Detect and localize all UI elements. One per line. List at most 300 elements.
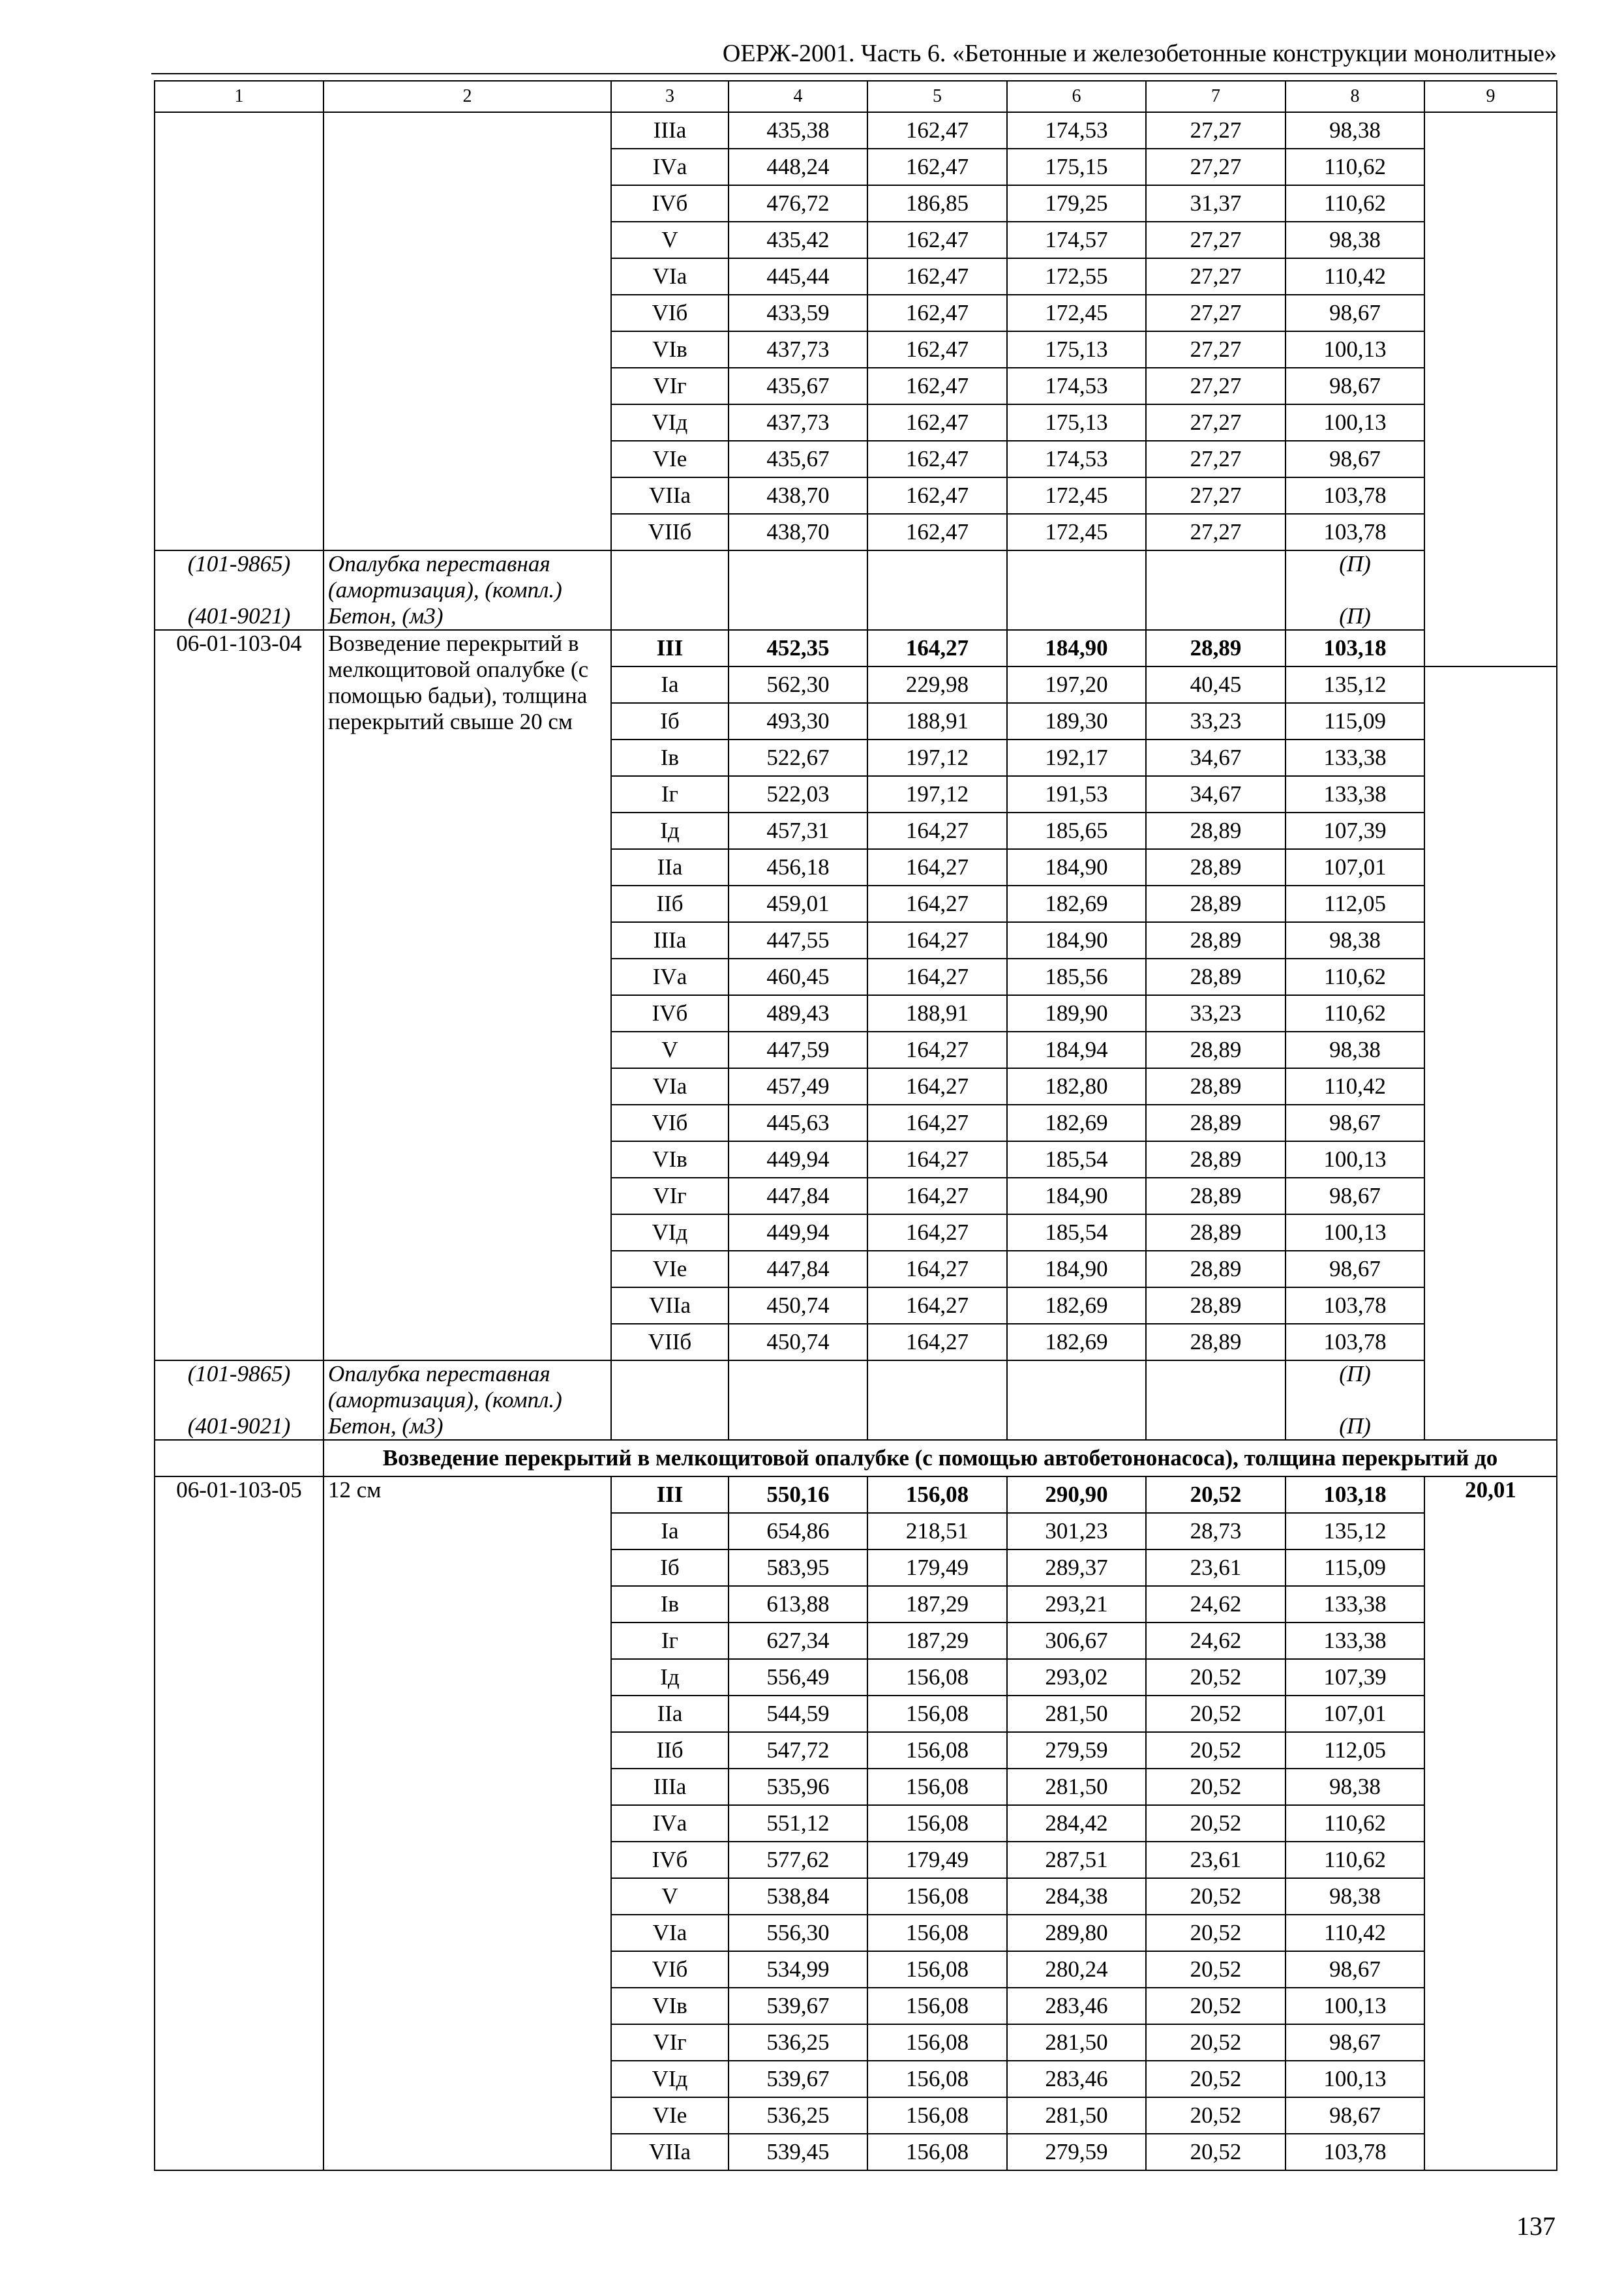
code-cell-empty [155, 112, 323, 550]
price-value: 536,25 [729, 2024, 867, 2061]
price-value: 184,90 [1007, 1251, 1146, 1287]
price-value: 283,46 [1007, 1988, 1146, 2024]
price-value: 27,27 [1146, 514, 1286, 550]
price-value: 182,69 [1007, 1105, 1146, 1141]
price-value: 493,30 [729, 703, 867, 740]
price-value: 98,67 [1286, 1178, 1424, 1214]
price-value: 156,08 [867, 2097, 1007, 2134]
price-value: 290,90 [1007, 1476, 1146, 1513]
price-value: 539,67 [729, 1988, 867, 2024]
price-value: 20,52 [1146, 2097, 1286, 2134]
empty-cell [611, 1413, 729, 1440]
resource-name: Бетон, (м3) [323, 1413, 611, 1440]
price-value: 28,89 [1146, 886, 1286, 922]
price-value: 20,52 [1146, 1915, 1286, 1951]
price-value: 133,38 [1286, 740, 1424, 776]
region-code: IVа [611, 1805, 729, 1842]
price-value: 184,90 [1007, 630, 1146, 666]
region-code: VIIб [611, 514, 729, 550]
price-value: 23,61 [1146, 1549, 1286, 1586]
region-code: IIIа [611, 922, 729, 959]
price-value: 191,53 [1007, 776, 1146, 813]
region-code: Iа [611, 1513, 729, 1549]
price-value: 435,38 [729, 112, 867, 149]
price-value: 435,67 [729, 368, 867, 404]
price-value: 162,47 [867, 331, 1007, 368]
region-code: IVб [611, 1842, 729, 1878]
price-value: 20,52 [1146, 1659, 1286, 1696]
col-header: 7 [1146, 81, 1286, 112]
region-code: III [611, 630, 729, 666]
region-code: VIв [611, 1988, 729, 2024]
resource-name: Опалубка переставная (амортизация), (компл.) [323, 1360, 611, 1413]
price-value: 164,27 [867, 1178, 1007, 1214]
price-value: 156,08 [867, 1696, 1007, 1732]
price-value: 98,67 [1286, 2097, 1424, 2134]
price-value: 654,86 [729, 1513, 867, 1549]
price-value: 287,51 [1007, 1842, 1146, 1878]
price-value: 164,27 [867, 922, 1007, 959]
resource-row [155, 1360, 1557, 1413]
price-value: 98,67 [1286, 441, 1424, 477]
region-code: VIд [611, 404, 729, 441]
price-value: 103,78 [1286, 477, 1424, 514]
price-value: 112,05 [1286, 1732, 1424, 1769]
price-value: 280,24 [1007, 1951, 1146, 1988]
price-value: 110,62 [1286, 1805, 1424, 1842]
region-code: III [611, 1476, 729, 1513]
price-value: 293,21 [1007, 1586, 1146, 1623]
price-value: 164,27 [867, 1068, 1007, 1105]
section-title-row [155, 1440, 1557, 1476]
price-value: 28,89 [1146, 1287, 1286, 1324]
table-row [155, 630, 1557, 666]
price-value: 172,45 [1007, 477, 1146, 514]
price-value: 20,52 [1146, 1769, 1286, 1805]
price-value: 447,84 [729, 1251, 867, 1287]
region-code: Iа [611, 666, 729, 703]
empty-cell [1007, 603, 1146, 630]
price-table [154, 80, 1557, 2171]
empty-cell [611, 1360, 729, 1413]
price-value: 289,37 [1007, 1549, 1146, 1586]
region-code: VIа [611, 1068, 729, 1105]
region-code: IIа [611, 849, 729, 886]
price-value: 435,42 [729, 222, 867, 258]
price-value: 98,67 [1286, 1105, 1424, 1141]
price-value: 31,37 [1146, 185, 1286, 222]
rate-code: 06-01-103-05 [155, 1476, 323, 2170]
price-value: 110,62 [1286, 1842, 1424, 1878]
price-value: 522,67 [729, 740, 867, 776]
price-value: 456,18 [729, 849, 867, 886]
price-value: 110,42 [1286, 1068, 1424, 1105]
price-value: 107,01 [1286, 849, 1424, 886]
price-value: 110,62 [1286, 959, 1424, 995]
price-value: 489,43 [729, 995, 867, 1032]
price-value: 28,89 [1146, 1141, 1286, 1178]
price-value: 293,02 [1007, 1659, 1146, 1696]
price-value: 20,52 [1146, 1878, 1286, 1915]
price-value: 164,27 [867, 813, 1007, 849]
price-value: 20,52 [1146, 1476, 1286, 1513]
col-header: 9 [1424, 81, 1557, 112]
price-value: 27,27 [1146, 441, 1286, 477]
region-code: V [611, 222, 729, 258]
price-value: 20,52 [1146, 1988, 1286, 2024]
price-value: 28,89 [1146, 813, 1286, 849]
resource-name: Опалубка переставная (амортизация), (компл.) [323, 550, 611, 603]
price-value: 107,39 [1286, 1659, 1424, 1696]
price-value: 522,03 [729, 776, 867, 813]
page-number: 137 [1516, 2211, 1556, 2241]
region-code: VIг [611, 2024, 729, 2061]
price-value: 20,52 [1146, 2061, 1286, 2097]
region-code: VIа [611, 1915, 729, 1951]
price-value: 175,13 [1007, 404, 1146, 441]
resource-code: (401-9021) [155, 1413, 323, 1440]
price-value: 100,13 [1286, 1214, 1424, 1251]
price-value: 156,08 [867, 1951, 1007, 1988]
resource-unit: (П) [1286, 1360, 1424, 1413]
price-value: 156,08 [867, 1878, 1007, 1915]
resource-row [155, 603, 1557, 630]
resource-unit: (П) [1286, 550, 1424, 603]
region-code: IVб [611, 185, 729, 222]
price-value: 164,27 [867, 1032, 1007, 1068]
region-code: Iд [611, 813, 729, 849]
price-value: 185,54 [1007, 1141, 1146, 1178]
price-value: 445,44 [729, 258, 867, 295]
price-value: 551,12 [729, 1805, 867, 1842]
price-value: 23,61 [1146, 1842, 1286, 1878]
price-value: 192,17 [1007, 740, 1146, 776]
price-value: 539,45 [729, 2134, 867, 2170]
col-header: 6 [1007, 81, 1146, 112]
price-value: 24,62 [1146, 1623, 1286, 1659]
price-value: 110,42 [1286, 1915, 1424, 1951]
empty-cell [155, 1440, 323, 1476]
price-value: 164,27 [867, 959, 1007, 995]
region-code: VIIб [611, 1324, 729, 1360]
price-value: 447,59 [729, 1032, 867, 1068]
region-code: VIб [611, 295, 729, 331]
price-value: 306,67 [1007, 1623, 1146, 1659]
price-value: 172,45 [1007, 295, 1146, 331]
price-value: 547,72 [729, 1732, 867, 1769]
empty-cell [1146, 550, 1286, 603]
price-value: 103,78 [1286, 1287, 1424, 1324]
price-value: 103,18 [1286, 1476, 1424, 1513]
region-code: Iд [611, 1659, 729, 1696]
price-value: 182,69 [1007, 886, 1146, 922]
price-value: 27,27 [1146, 222, 1286, 258]
price-value: 187,29 [867, 1586, 1007, 1623]
resource-code: (101-9865) [155, 1360, 323, 1413]
empty-cell [1146, 1360, 1286, 1413]
price-value: 433,59 [729, 295, 867, 331]
price-value: 98,67 [1286, 1951, 1424, 1988]
price-value: 281,50 [1007, 1769, 1146, 1805]
price-value: 164,27 [867, 1324, 1007, 1360]
price-value: 457,49 [729, 1068, 867, 1105]
price-value: 33,23 [1146, 995, 1286, 1032]
price-value: 179,49 [867, 1842, 1007, 1878]
price-value: 174,57 [1007, 222, 1146, 258]
price-value: 28,89 [1146, 1178, 1286, 1214]
price-value: 448,24 [729, 149, 867, 185]
price-value: 182,69 [1007, 1324, 1146, 1360]
table-row [155, 112, 1557, 149]
region-code: VIд [611, 2061, 729, 2097]
price-value: 174,53 [1007, 112, 1146, 149]
region-code: VIб [611, 1105, 729, 1141]
rate-code: 06-01-103-04 [155, 630, 323, 1360]
price-value: 33,23 [1146, 703, 1286, 740]
price-value: 34,67 [1146, 776, 1286, 813]
resource-row [155, 550, 1557, 603]
resource-unit: (П) [1286, 1413, 1424, 1440]
price-value: 27,27 [1146, 149, 1286, 185]
price-value: 182,80 [1007, 1068, 1146, 1105]
price-value: 438,70 [729, 477, 867, 514]
resource-code: (401-9021) [155, 603, 323, 630]
price-value: 445,63 [729, 1105, 867, 1141]
region-code: IIб [611, 1732, 729, 1769]
price-value: 28,89 [1146, 1251, 1286, 1287]
price-value: 197,20 [1007, 666, 1146, 703]
column-number-row [155, 81, 1557, 112]
price-value: 179,49 [867, 1549, 1007, 1586]
price-value: 476,72 [729, 185, 867, 222]
empty-cell [611, 550, 729, 603]
price-value: 133,38 [1286, 1623, 1424, 1659]
price-value: 110,62 [1286, 149, 1424, 185]
price-value: 284,42 [1007, 1805, 1146, 1842]
price-value: 27,27 [1146, 404, 1286, 441]
price-value: 188,91 [867, 703, 1007, 740]
price-value: 162,47 [867, 441, 1007, 477]
price-value: 100,13 [1286, 331, 1424, 368]
price-value: 435,67 [729, 441, 867, 477]
price-value: 135,12 [1286, 1513, 1424, 1549]
region-code: Iг [611, 776, 729, 813]
price-value: 283,46 [1007, 2061, 1146, 2097]
price-value: 28,89 [1146, 1032, 1286, 1068]
price-value: 162,47 [867, 258, 1007, 295]
price-value: 185,56 [1007, 959, 1146, 995]
region-code: VIг [611, 368, 729, 404]
price-value: 156,08 [867, 1659, 1007, 1696]
price-value: 449,94 [729, 1214, 867, 1251]
price-value: 162,47 [867, 368, 1007, 404]
col-header: 8 [1286, 81, 1424, 112]
price-value: 174,53 [1007, 368, 1146, 404]
price-value: 164,27 [867, 1214, 1007, 1251]
price-value: 100,13 [1286, 1141, 1424, 1178]
price-value: 133,38 [1286, 776, 1424, 813]
price-value: 112,05 [1286, 886, 1424, 922]
price-value: 179,25 [1007, 185, 1146, 222]
price-value: 447,84 [729, 1178, 867, 1214]
col-header: 5 [867, 81, 1007, 112]
price-value: 20,52 [1146, 2134, 1286, 2170]
price-value: 556,49 [729, 1659, 867, 1696]
price-value: 162,47 [867, 149, 1007, 185]
price-value: 197,12 [867, 740, 1007, 776]
price-value: 539,67 [729, 2061, 867, 2097]
price-value: 164,27 [867, 1141, 1007, 1178]
empty-cell [867, 550, 1007, 603]
col-header: 4 [729, 81, 867, 112]
price-value: 27,27 [1146, 258, 1286, 295]
price-value: 27,27 [1146, 368, 1286, 404]
price-value: 28,89 [1146, 630, 1286, 666]
rate-description: 12 см [323, 1476, 611, 2170]
price-value: 185,54 [1007, 1214, 1146, 1251]
price-value: 184,90 [1007, 849, 1146, 886]
price-value: 28,89 [1146, 1214, 1286, 1251]
price-value: 279,59 [1007, 2134, 1146, 2170]
price-value: 156,08 [867, 1732, 1007, 1769]
region-code: Iв [611, 740, 729, 776]
price-value: 457,31 [729, 813, 867, 849]
region-code: V [611, 1032, 729, 1068]
price-value: 583,95 [729, 1549, 867, 1586]
price-value: 182,69 [1007, 1287, 1146, 1324]
price-value: 103,18 [1286, 630, 1424, 666]
price-value: 20,52 [1146, 1951, 1286, 1988]
region-code: IVб [611, 995, 729, 1032]
price-value: 107,39 [1286, 813, 1424, 849]
price-value: 156,08 [867, 1769, 1007, 1805]
price-value: 162,47 [867, 404, 1007, 441]
price-value: 301,23 [1007, 1513, 1146, 1549]
price-value: 197,12 [867, 776, 1007, 813]
price-value: 536,25 [729, 2097, 867, 2134]
region-code: VIа [611, 258, 729, 295]
price-value: 27,27 [1146, 295, 1286, 331]
price-value: 156,08 [867, 2134, 1007, 2170]
price-value: 27,27 [1146, 477, 1286, 514]
price-value: 538,84 [729, 1878, 867, 1915]
price-value: 98,38 [1286, 922, 1424, 959]
empty-cell [1146, 1413, 1286, 1440]
region-code: Iв [611, 1586, 729, 1623]
region-code: VIе [611, 2097, 729, 2134]
price-value: 103,78 [1286, 2134, 1424, 2170]
price-value: 164,27 [867, 630, 1007, 666]
region-code: VIе [611, 441, 729, 477]
price-value: 460,45 [729, 959, 867, 995]
price-value: 28,89 [1146, 1105, 1286, 1141]
price-value: 98,38 [1286, 222, 1424, 258]
price-value: 185,65 [1007, 813, 1146, 849]
region-code: Iг [611, 1623, 729, 1659]
price-value: 184,90 [1007, 1178, 1146, 1214]
price-value: 627,34 [729, 1623, 867, 1659]
price-value: 175,13 [1007, 331, 1146, 368]
region-code: IIIа [611, 1769, 729, 1805]
empty-cell [729, 550, 867, 603]
price-value: 20,52 [1146, 1696, 1286, 1732]
price-value: 281,50 [1007, 2024, 1146, 2061]
price-value: 172,55 [1007, 258, 1146, 295]
empty-cell [729, 603, 867, 630]
price-value: 27,27 [1146, 331, 1286, 368]
price-value: 186,85 [867, 185, 1007, 222]
price-value: 189,30 [1007, 703, 1146, 740]
price-value: 156,08 [867, 2061, 1007, 2097]
price-value: 174,53 [1007, 441, 1146, 477]
empty-cell [611, 603, 729, 630]
price-value: 164,27 [867, 1287, 1007, 1324]
price-value: 544,59 [729, 1696, 867, 1732]
price-value: 450,74 [729, 1287, 867, 1324]
price-value: 98,67 [1286, 1251, 1424, 1287]
price-value: 28,73 [1146, 1513, 1286, 1549]
price-value: 98,38 [1286, 112, 1424, 149]
price-value: 550,16 [729, 1476, 867, 1513]
header-rule [151, 73, 1557, 74]
price-value: 110,62 [1286, 995, 1424, 1032]
rate-description: Возведение перекрытий в мелкощитовой опалубке (с помощью бадьи), толщина перекрытий свыше 20 см [323, 630, 611, 1360]
price-value: 98,38 [1286, 1032, 1424, 1068]
empty-cell [1007, 550, 1146, 603]
empty-cell [1007, 1360, 1146, 1413]
price-value: 156,08 [867, 1988, 1007, 2024]
price-value: 162,47 [867, 514, 1007, 550]
price-value: 100,13 [1286, 1988, 1424, 2024]
price-value: 20,52 [1146, 2024, 1286, 2061]
price-value: 284,38 [1007, 1878, 1146, 1915]
price-value: 98,67 [1286, 2024, 1424, 2061]
price-value: 187,29 [867, 1623, 1007, 1659]
price-value: 28,89 [1146, 1324, 1286, 1360]
price-value: 115,09 [1286, 703, 1424, 740]
price-value: 279,59 [1007, 1732, 1146, 1769]
price-value: 184,90 [1007, 922, 1146, 959]
price-value: 107,01 [1286, 1696, 1424, 1732]
price-value: 103,78 [1286, 1324, 1424, 1360]
region-code: IVа [611, 149, 729, 185]
price-value: 110,62 [1286, 185, 1424, 222]
empty-cell [729, 1413, 867, 1440]
price-value: 28,89 [1146, 849, 1286, 886]
price-value: 188,91 [867, 995, 1007, 1032]
price-value: 98,38 [1286, 1769, 1424, 1805]
price-value: 175,15 [1007, 149, 1146, 185]
region-code: IVа [611, 959, 729, 995]
region-code: VIд [611, 1214, 729, 1251]
price-value: 438,70 [729, 514, 867, 550]
col-header: 1 [155, 81, 323, 112]
region-code: VIг [611, 1178, 729, 1214]
price-value: 156,08 [867, 2024, 1007, 2061]
region-code: VIв [611, 1141, 729, 1178]
price-value: 189,90 [1007, 995, 1146, 1032]
col-header: 2 [323, 81, 611, 112]
price-value: 556,30 [729, 1915, 867, 1951]
price-value: 218,51 [867, 1513, 1007, 1549]
region-code: V [611, 1878, 729, 1915]
price-value: 98,67 [1286, 295, 1424, 331]
price-value: 110,42 [1286, 258, 1424, 295]
region-code: VIIа [611, 2134, 729, 2170]
empty-cell [867, 1360, 1007, 1413]
price-value: 164,27 [867, 1105, 1007, 1141]
empty-cell [867, 1413, 1007, 1440]
